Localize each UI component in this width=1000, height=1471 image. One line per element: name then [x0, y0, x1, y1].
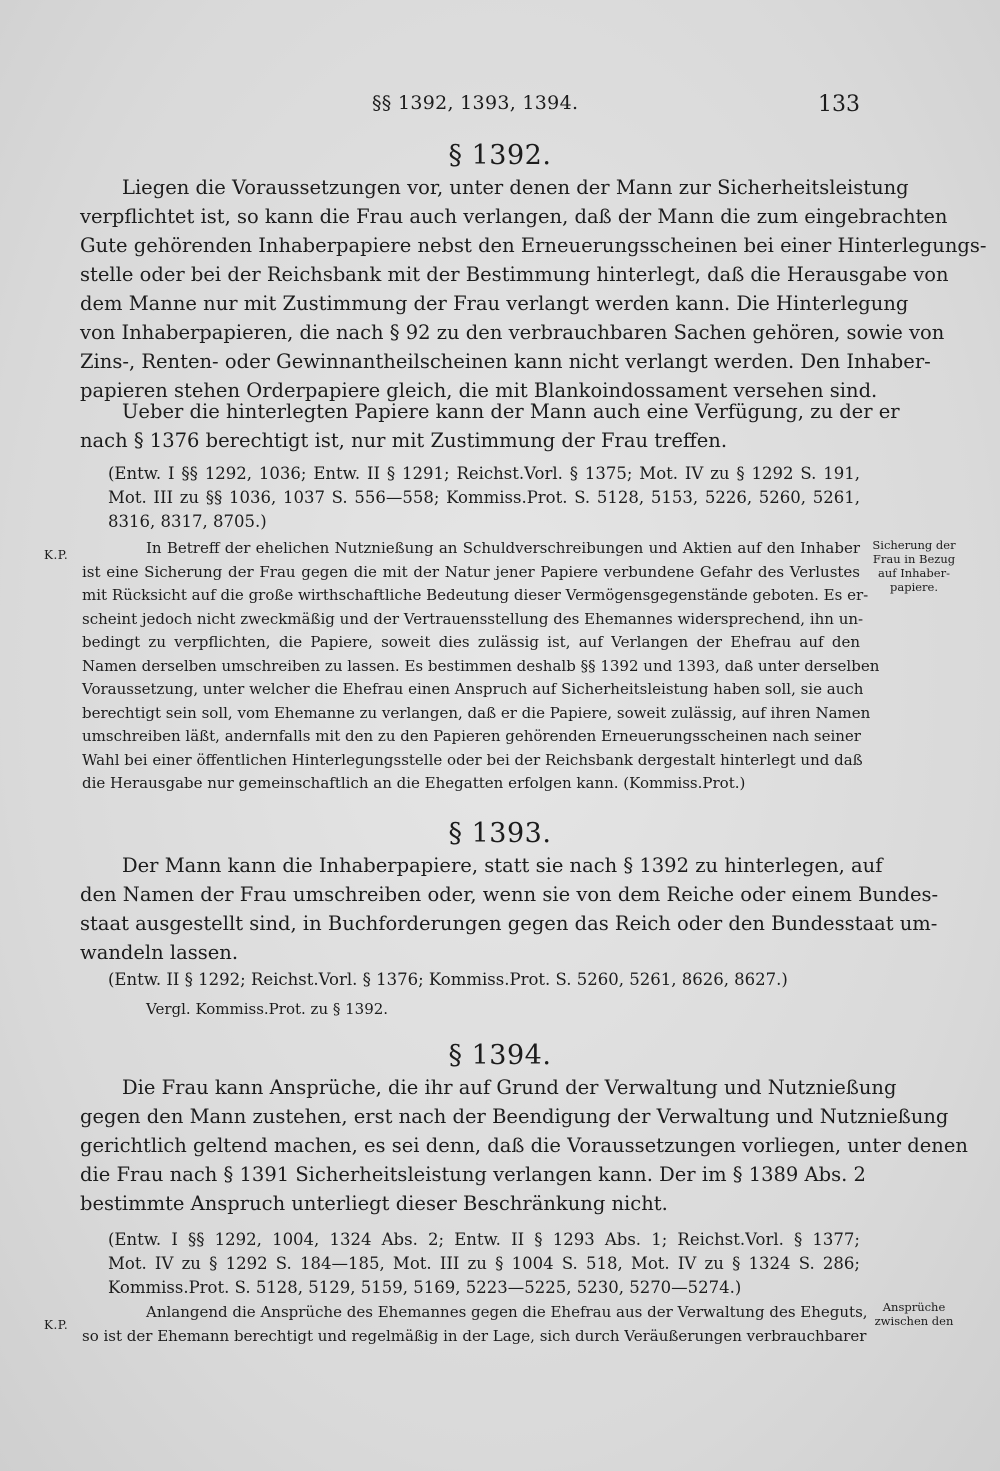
note-line: (Entw. II § 1292; Reichst.Vorl. § 1376; Kommiss.Prot. S. 5260, 5261, 8626, 8627.) — [108, 970, 788, 989]
protocol-line: Namen derselben umschreiben zu lassen. Es bestimmen deshalb §§ 1392 und 1393, daß unter derselben — [82, 656, 880, 675]
text-line: wandeln lassen. — [80, 941, 239, 964]
text-line: gegen den Mann zustehen, erst nach der Beendigung der Verwaltung und Nutznießung — [80, 1105, 949, 1128]
text-line: gerichtlich geltend machen, es sei denn, daß die Voraussetzungen vorliegen, unter denen — [80, 1134, 968, 1157]
section-1393-reference: Vergl. Kommiss.Prot. zu § 1392. — [146, 1000, 389, 1018]
note-line: 8316, 8317, 8705.) — [108, 512, 267, 531]
text-line: Der Mann kann die Inhaberpapiere, statt sie nach § 1392 zu hinterlegen, auf — [122, 854, 883, 877]
margin-note-ansprueche — [864, 1300, 964, 1328]
text-line: den Namen der Frau umschreiben oder, wenn sie von dem Reiche oder einem Bundes- — [80, 883, 939, 906]
margin-note-line: auf Inhaber- — [878, 566, 950, 580]
note-line: (Entw. I §§ 1292, 1004, 1324 Abs. 2; Entw. II § 1293 Abs. 1; Reichst.Vorl. § 1377; — [108, 1230, 860, 1249]
margin-note-line: Frau in Bezug — [872, 552, 956, 566]
text-line: Ueber die hinterlegten Papiere kann der Mann auch eine Verfügung, zu der er — [122, 400, 900, 423]
margin-note-line: Sicherung der — [872, 538, 956, 552]
text-line: dem Manne nur mit Zustimmung der Frau verlangt werden kann. Die Hinterlegung — [80, 292, 909, 315]
note-line: Mot. IV zu § 1292 S. 184—185, Mot. III zu § 1004 S. 518, Mot. IV zu § 1324 S. 286; — [108, 1254, 860, 1273]
running-head: §§ 1392, 1393, 1394. — [372, 92, 579, 114]
text-line: Zins-, Renten- oder Gewinnantheilscheinen kann nicht verlangt werden. Den Inhaber- — [80, 350, 931, 373]
protocol-line: bedingt zu verpflichten, die Papiere, soweit dies zulässig ist, auf Verlangen der Ehefrau auf den — [82, 633, 860, 651]
protocol-line: Anlangend die Ansprüche des Ehemannes gegen die Ehefrau aus der Verwaltung des Eheguts, — [146, 1303, 868, 1321]
text-line: Die Frau kann Ansprüche, die ihr auf Grund der Verwaltung und Nutznießung — [122, 1076, 897, 1099]
section-1394-source-note — [108, 1228, 860, 1300]
section-1392-commission-protocol — [82, 537, 880, 796]
section-1392-paragraph-2 — [80, 397, 900, 455]
text-line: bestimmte Anspruch unterliegt dieser Beschränkung nicht. — [80, 1192, 668, 1215]
protocol-line: Wahl bei einer öffentlichen Hinterlegungsstelle oder bei der Reichsbank dergestalt hinterlegt und daß — [82, 750, 863, 769]
protocol-line: umschreiben läßt, andernfalls mit den zu den Papieren gehörenden Erneuerungsscheinen nach seiner — [82, 727, 861, 745]
section-heading-1392: § 1392. — [448, 140, 552, 171]
section-1393-source-note — [108, 968, 860, 992]
section-1392-source-note — [108, 462, 860, 534]
margin-note-sicherung — [864, 538, 964, 594]
protocol-line: so ist der Ehemann berechtigt und regelmäßig in der Lage, sich durch Veräußerungen verbrauchbarer — [82, 1326, 867, 1345]
protocol-line: berechtigt sein soll, vom Ehemanne zu verlangen, daß er die Papiere, soweit zulässig, auf ihren Namen — [82, 703, 871, 722]
section-heading-1394: § 1394. — [448, 1040, 552, 1071]
text-line: Liegen die Voraussetzungen vor, unter denen der Mann zur Sicherheitsleistung — [122, 176, 909, 199]
text-line: die Frau nach § 1391 Sicherheitsleistung verlangen kann. Der im § 1389 Abs. 2 — [80, 1163, 866, 1186]
note-line: (Entw. I §§ 1292, 1036; Entw. II § 1291; Reichst.Vorl. § 1375; Mot. IV zu § 1292 S. 191, — [108, 464, 860, 483]
protocol-line: ist eine Sicherung der Frau gegen die mit der Natur jener Papiere verbundene Gefahr des Verlustes — [82, 562, 860, 581]
section-1394-commission-protocol — [82, 1301, 868, 1348]
note-line: Mot. III zu §§ 1036, 1037 S. 556—558; Kommiss.Prot. S. 5128, 5153, 5226, 5260, 5261, — [108, 488, 860, 507]
page-header — [0, 92, 1000, 122]
section-1393-paragraph-1 — [80, 851, 939, 967]
page-number: 133 — [818, 92, 860, 117]
note-line: Kommiss.Prot. S. 5128, 5129, 5159, 5169, 5223—5225, 5230, 5270—5274.) — [108, 1278, 742, 1297]
protocol-line: Voraussetzung, unter welcher die Ehefrau einen Anspruch auf Sicherheitsleistung haben soll, sie auch — [82, 680, 864, 698]
text-line: verpflichtet ist, so kann die Frau auch verlangen, daß der Mann die zum eingebrachten — [80, 205, 948, 228]
text-line: nach § 1376 berechtigt ist, nur mit Zustimmung der Frau treffen. — [80, 429, 728, 452]
text-line: von Inhaberpapieren, die nach § 92 zu den verbrauchbaren Sachen gehören, sowie von — [80, 321, 945, 344]
margin-note-line: Ansprüche — [882, 1300, 946, 1314]
text-line: Gute gehörenden Inhaberpapiere nebst den Erneuerungsscheinen bei einer Hinterlegungs- — [80, 234, 987, 257]
protocol-line: mit Rücksicht auf die große wirthschaftliche Bedeutung dieser Vermögensgegenstände geboten. Es er- — [82, 586, 869, 604]
text-line: stelle oder bei der Reichsbank mit der Bestimmung hinterlegt, daß die Herausgabe von — [80, 263, 949, 286]
text-line: staat ausgestellt sind, in Buchforderungen gegen das Reich oder den Bundesstaat um- — [80, 912, 938, 935]
kp-label: K.P. — [44, 1318, 69, 1332]
margin-note-line: papiere. — [889, 580, 939, 594]
section-1392-paragraph-1 — [80, 173, 987, 405]
protocol-line: In Betreff der ehelichen Nutznießung an Schuldverschreibungen und Aktien auf den Inhaber — [146, 539, 860, 557]
margin-note-line: zwischen den — [874, 1314, 954, 1328]
protocol-line: die Herausgabe nur gemeinschaftlich an die Ehegatten erfolgen kann. (Kommiss.Prot.) — [82, 774, 746, 792]
section-heading-1393: § 1393. — [448, 818, 552, 849]
text-line: papieren stehen Orderpapiere gleich, die mit Blankoindossament versehen sind. — [80, 379, 878, 402]
protocol-line: scheint jedoch nicht zweckmäßig und der Vertrauensstellung des Ehemannes widersprechend, ihn un- — [82, 609, 864, 628]
section-1394-paragraph-1 — [80, 1073, 968, 1218]
kp-label: K.P. — [44, 548, 69, 562]
